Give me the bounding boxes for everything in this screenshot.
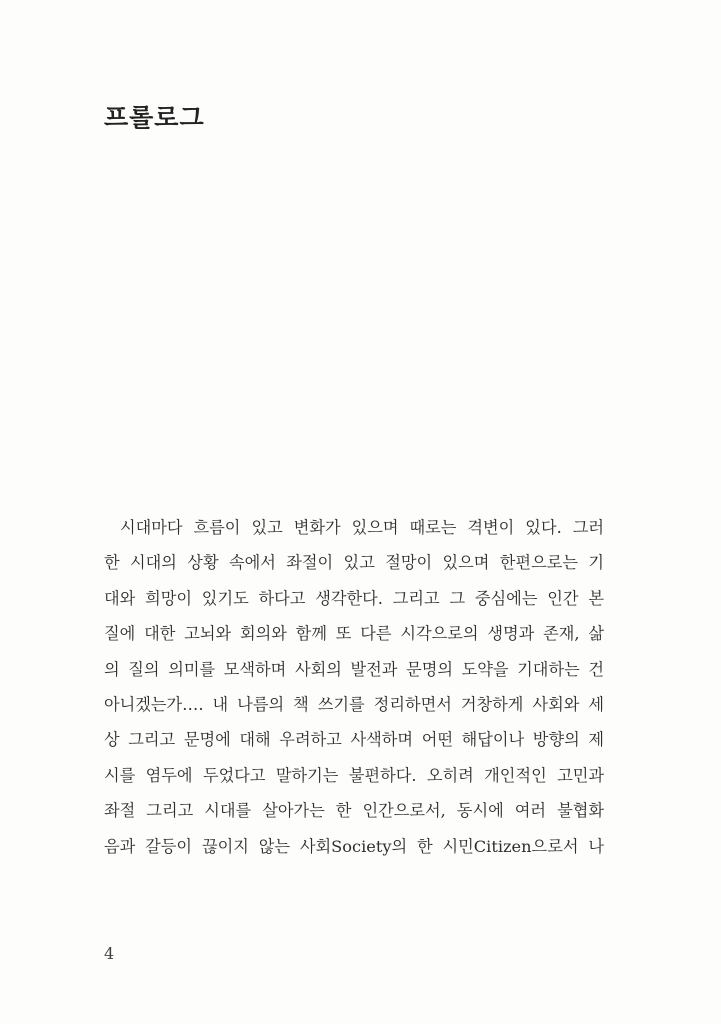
body-line: 상 그리고 문명에 대해 우려하고 사색하며 어떤 해답이나 방향의 제 bbox=[104, 730, 604, 750]
body-line: 시대마다 흐름이 있고 변화가 있으며 때로는 격변이 있다. 그러 bbox=[120, 518, 604, 537]
chapter-title: 프롤로그 bbox=[104, 103, 205, 132]
body-line: 좌절 그리고 시대를 살아가는 한 인간으로서, 동시에 여러 불협화 bbox=[104, 801, 604, 821]
body-paragraph bbox=[104, 510, 604, 864]
body-line: 질에 대한 고뇌와 회의와 함께 또 다른 시각으로의 생명과 존재, 삶 bbox=[104, 624, 604, 644]
body-line: 음과 갈등이 끊이지 않는 사회Society의 한 시민Citizen으로서 나 bbox=[104, 836, 604, 856]
page-number: 4 bbox=[104, 944, 115, 963]
body-line: 한 시대의 상황 속에서 좌절이 있고 절망이 있으며 한편으로는 기 bbox=[104, 553, 604, 573]
body-line: 시를 염두에 두었다고 말하기는 불편하다. 오히려 개인적인 고민과 bbox=[104, 765, 604, 785]
body-line: 아니겠는가…. 내 나름의 책 쓰기를 정리하면서 거창하게 사회와 세 bbox=[104, 694, 604, 714]
body-line: 의 질의 의미를 모색하며 사회의 발전과 문명의 도약을 기대하는 건 bbox=[104, 659, 604, 679]
body-line: 대와 희망이 있기도 하다고 생각한다. 그리고 그 중심에는 인간 본 bbox=[104, 588, 604, 608]
